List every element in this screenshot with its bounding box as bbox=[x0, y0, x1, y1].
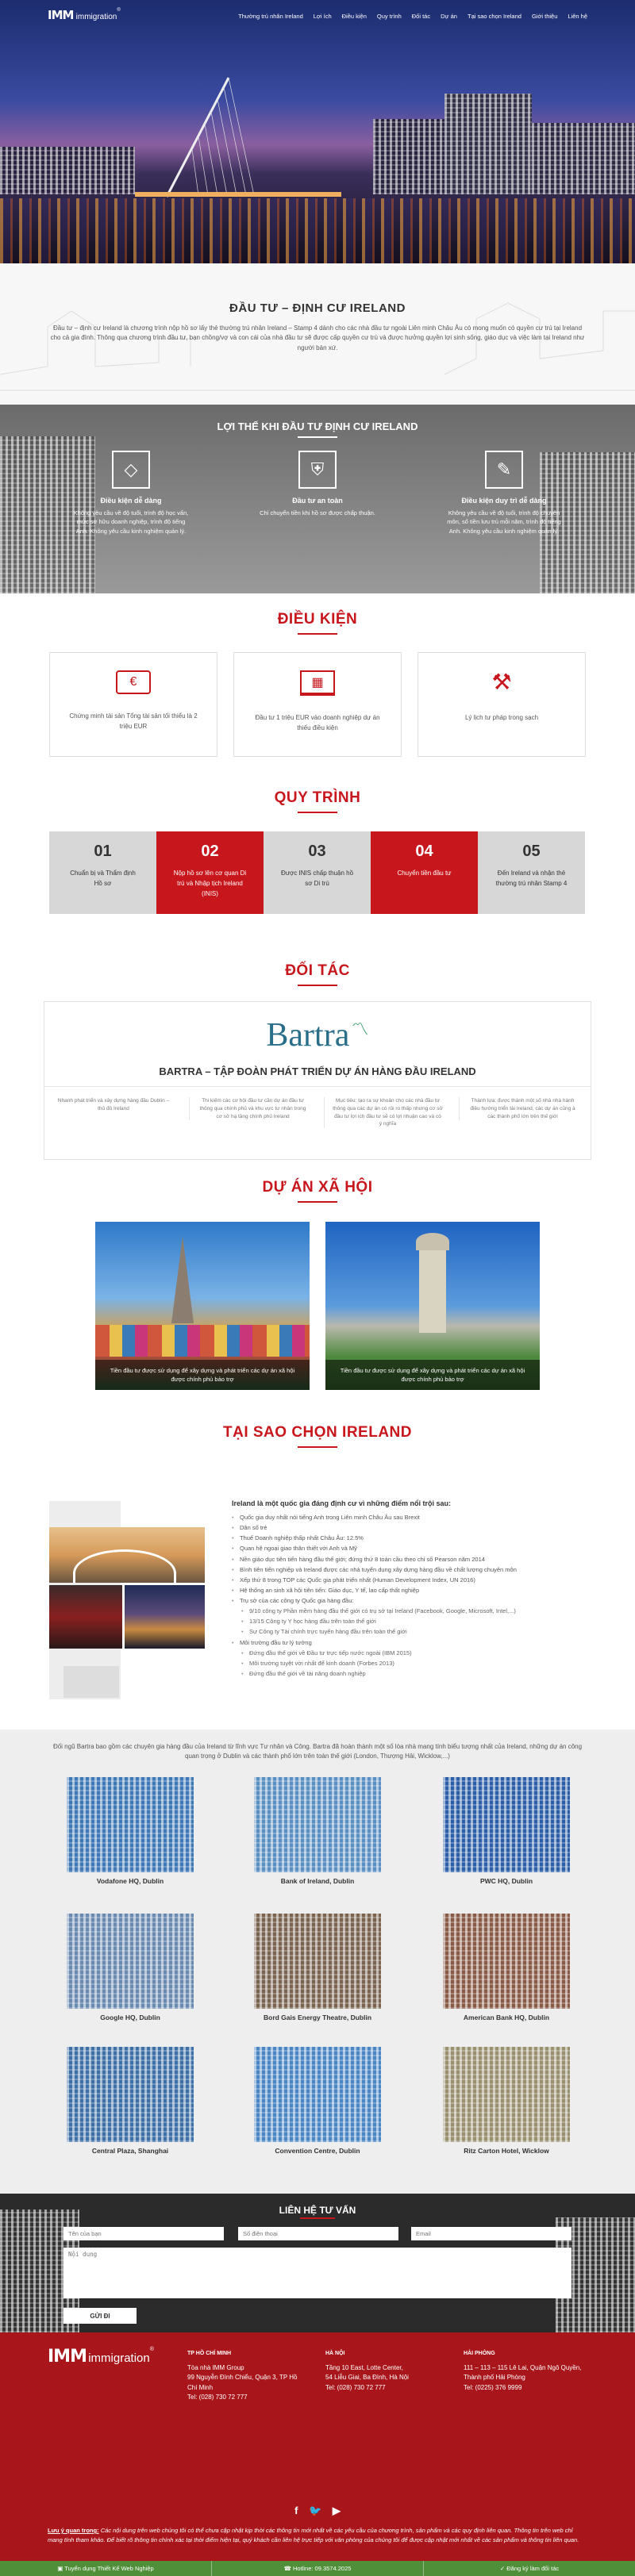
why-sub-bullet: • Đứng đầu thế giới về Đầu tư trực tiếp nước ngoài (IBM 2015) bbox=[232, 1648, 589, 1658]
project-image-campus bbox=[325, 1222, 540, 1390]
office-line: Thành phố Hải Phòng bbox=[464, 2374, 525, 2382]
office-card bbox=[443, 1777, 632, 1896]
office-caption: Ritz Carton Hotel, Wicklow bbox=[464, 2147, 549, 2155]
office-line: 54 Liễu Giai, Ba Đình, Hà Nội bbox=[325, 2374, 409, 2382]
office-card bbox=[254, 1777, 443, 1896]
hero-building bbox=[0, 147, 135, 194]
bar-item[interactable] bbox=[424, 2561, 635, 2576]
step-text: Được INIS chấp thuận hồ sơ Di trú bbox=[280, 870, 354, 887]
partner-name: BARTRA – TẬP ĐOÀN PHÁT TRIỂN DỰ ÁN HÀNG ĐẦU IRELAND bbox=[159, 1065, 476, 1077]
portfolio-intro: Đối ngũ Bartra bao gồm các chuyên gia hàng đầu của Ireland từ lĩnh vực Tư nhân và Công. Bartra đã hoàn thành một số lòa nhà mang tính biểu tượng nhất của Ireland, những dự án công quan trọng ở Dublin và các thành phố lớn trên toàn thế giới (London, Thượng Hải, Wicklow,...) bbox=[52, 1743, 583, 1760]
logo-trademark: ® bbox=[117, 8, 121, 13]
dublin-bridge-image bbox=[49, 1527, 205, 1583]
process-step bbox=[371, 831, 478, 914]
office-hcm bbox=[187, 2350, 306, 2402]
dublin-river-image bbox=[125, 1585, 205, 1649]
handshake-icon: ✓ bbox=[499, 2565, 507, 2572]
office-line: Tel: (0225) 376 9999 bbox=[464, 2383, 522, 2391]
benefit-item bbox=[258, 451, 377, 517]
why-bullet: • Trụ sở của các công ty Quốc gia hàng đầu: bbox=[232, 1595, 589, 1606]
nav-item[interactable]: Dự án bbox=[441, 13, 457, 20]
step-number: 02 bbox=[201, 843, 219, 860]
submit-button[interactable]: GỬI ĐI bbox=[64, 2308, 137, 2324]
office-caption: Convention Centre, Dublin bbox=[275, 2147, 360, 2155]
office-image bbox=[67, 1914, 194, 2009]
footer-note bbox=[48, 2526, 587, 2544]
title-underline bbox=[298, 812, 337, 813]
partner-column: Thành lựa: được thành một số nhà nhà hành điều hướng triển tài Ireland, các dự án cũng à các thành phố lớn trên thế giới bbox=[459, 1097, 578, 1120]
why-sub-bullet: • Đứng đầu thế giới về tài năng doanh nghiệp bbox=[232, 1668, 589, 1679]
step-text: Chuẩn bị và Thẩm định Hồ sơ bbox=[70, 870, 136, 887]
main-nav bbox=[228, 13, 587, 20]
footer-logo-word: immigration bbox=[88, 2351, 150, 2365]
office-image bbox=[254, 2047, 381, 2142]
office-image bbox=[443, 1777, 570, 1872]
gavel-icon: ⚒ bbox=[491, 670, 512, 694]
nav-item[interactable]: Quy trình bbox=[376, 13, 402, 20]
bar-label: Hotline: 09.3574.2025 bbox=[293, 2565, 352, 2572]
divider bbox=[44, 1086, 591, 1087]
bartra-logo-text: Bartra bbox=[266, 1017, 350, 1054]
hero-building bbox=[532, 123, 635, 194]
benefits-title: LỢI THẾ KHI ĐẦU TƯ ĐỊNH CƯ IRELAND bbox=[217, 420, 418, 432]
facebook-icon[interactable]: f bbox=[294, 2505, 298, 2516]
why-bullet: • Xếp thứ 8 trong TOP các Quốc gia phát triển nhất (Human Development Index, UN 2016) bbox=[232, 1575, 589, 1585]
office-image bbox=[443, 1914, 570, 2009]
bar-item[interactable] bbox=[212, 2561, 424, 2576]
footer-logo[interactable] bbox=[48, 2347, 154, 2367]
office-caption: Vodafone HQ, Dublin bbox=[96, 1877, 164, 1885]
office-card bbox=[443, 2047, 632, 2166]
condition-text: Lý lịch tư pháp trong sạch bbox=[464, 714, 539, 721]
title-underline bbox=[298, 436, 337, 438]
step-number: 01 bbox=[94, 843, 112, 860]
office-caption: American Bank HQ, Dublin bbox=[463, 2014, 550, 2021]
harp-bridge bbox=[135, 56, 341, 206]
bar-label: Đăng ký làm đối tác bbox=[506, 2565, 560, 2572]
partner-title bbox=[0, 962, 635, 986]
building-icon: ▦ bbox=[300, 670, 335, 696]
benefits-section bbox=[0, 405, 635, 593]
why-sub-bullet: • Môi trường tuyệt vời nhất để kinh doanh (Forbes 2013) bbox=[232, 1658, 589, 1668]
social-links bbox=[0, 2505, 635, 2517]
condition-card bbox=[233, 652, 402, 757]
why-list bbox=[232, 1512, 589, 1679]
hero-skyline bbox=[373, 119, 444, 194]
benefit-text: Chỉ chuyển tiền khi hồ sơ được chấp thuận. bbox=[260, 509, 375, 516]
office-image bbox=[254, 1777, 381, 1872]
nav-item[interactable]: Đối tác bbox=[411, 13, 431, 20]
river-reflection bbox=[0, 198, 635, 263]
step-text: Đến Ireland và nhận thẻ thường trú nhân Stamp 4 bbox=[495, 870, 568, 887]
footer-logo-mark: IMM bbox=[48, 2347, 87, 2367]
why-bullet: • Môi trường đầu tư lý tưởng bbox=[232, 1637, 589, 1648]
campanile-dome bbox=[416, 1233, 449, 1250]
office-card bbox=[67, 1777, 256, 1896]
email-input[interactable] bbox=[411, 2227, 572, 2240]
money-icon: € bbox=[116, 670, 151, 694]
partner-box bbox=[44, 1001, 591, 1160]
benefit-item bbox=[444, 451, 564, 536]
office-image bbox=[67, 2047, 194, 2142]
office-line: Tel: (028) 730 72 777 bbox=[325, 2383, 386, 2391]
office-line: Tòa nhà IMM Group bbox=[187, 2363, 244, 2371]
benefit-title: Điều kiện dễ dàng bbox=[100, 497, 162, 505]
condition-text: Chứng minh tài sản Tổng tài sản tối thiểu là 2 triệu EUR bbox=[69, 712, 198, 730]
office-city: TP HỒ CHÍ MINH bbox=[187, 2351, 232, 2356]
office-caption: Bord Gais Energy Theatre, Dublin bbox=[263, 2014, 372, 2021]
why-title bbox=[0, 1424, 635, 1448]
why-bullet: • Hệ thống an sinh xã hội tiên tiến: Giáo dục, Y tế, lao cấp thất nghiệp bbox=[232, 1585, 589, 1595]
bar-label: Tuyển dụng Thiết Kế Web Nghiệp bbox=[64, 2565, 154, 2572]
why-sub-bullet: • 13/15 Công ty Y học hàng đầu trên toàn thế giới bbox=[232, 1616, 589, 1626]
hero bbox=[0, 0, 635, 263]
step-number: 04 bbox=[415, 843, 433, 860]
why-content bbox=[232, 1499, 589, 1679]
partner-column: Mục tiêu: tạo ra sự khoản cho các nhà đầu tư thông qua các dự án có rủi ro thấp nhưng cơ sở đầu tư lợi ích đầu tư sẽ có lợi nhuận cao và có ý nghĩa bbox=[324, 1097, 443, 1128]
why-sub-bullet: • 9/10 công ty Phần mềm hàng đầu thế giới có trụ sở tại Ireland (Facebook, Google, Microsoft, Intel,...) bbox=[232, 1606, 589, 1616]
project-caption: Tiền đầu tư được sử dụng để xây dựng và phát triển các dự án xã hội được chính phủ bảo trợ bbox=[325, 1360, 540, 1391]
office-line: Tầng 10 East, Lotte Center, bbox=[325, 2363, 403, 2371]
nav-item[interactable]: Thường trú nhân Ireland bbox=[238, 13, 303, 20]
title-underline bbox=[298, 1201, 337, 1203]
office-card bbox=[443, 1914, 632, 2033]
nav-item[interactable]: Điều kiện bbox=[341, 13, 367, 20]
conditions-title-text: ĐIỀU KIỆN bbox=[277, 611, 358, 628]
condition-card bbox=[49, 652, 217, 757]
note-label: Lưu ý quan trọng: bbox=[48, 2527, 99, 2534]
why-bullet: • Dân số trẻ bbox=[232, 1522, 589, 1533]
intro-title: ĐẦU TƯ – ĐỊNH CƯ IRELAND bbox=[229, 301, 406, 315]
office-image bbox=[443, 2047, 570, 2142]
why-lead: Ireland là một quốc gia đáng định cư vì những điểm nổi trội sau: bbox=[232, 1499, 452, 1507]
why-sub-bullet: • Sự Công ty Tài chính trực tuyến hàng đầu trên toàn thế giới bbox=[232, 1626, 589, 1637]
message-textarea[interactable] bbox=[64, 2248, 572, 2298]
nav-item[interactable]: Liên hệ bbox=[568, 13, 587, 20]
office-caption: PWC HQ, Dublin bbox=[479, 1877, 533, 1885]
bird-icon: 〽 bbox=[351, 1019, 369, 1039]
bridge-arc bbox=[73, 1549, 176, 1583]
office-card bbox=[67, 1914, 256, 2033]
logo-word: immigration bbox=[75, 13, 117, 21]
nav-item[interactable]: Giới thiệu bbox=[531, 13, 558, 20]
office-card bbox=[254, 2047, 443, 2166]
process-step bbox=[264, 831, 371, 914]
project-caption: Tiền đầu tư được sử dụng để xây dựng và phát triển các dự án xã hội được chính phủ bảo trợ bbox=[95, 1360, 310, 1391]
conditions-title bbox=[0, 611, 635, 635]
office-haiphong bbox=[464, 2350, 591, 2393]
campanile bbox=[419, 1246, 446, 1333]
step-text: Nộp hồ sơ lên cơ quan Di trú và Nhập tịch Ireland (INIS) bbox=[173, 870, 247, 897]
process-step bbox=[49, 831, 156, 914]
briefcase-icon: ▣ bbox=[57, 2565, 65, 2572]
title-underline bbox=[298, 633, 337, 635]
office-card bbox=[67, 2047, 256, 2166]
benefit-title: Đầu tư an toàn bbox=[292, 497, 343, 505]
bartra-logo[interactable] bbox=[44, 1016, 591, 1054]
header bbox=[48, 6, 587, 24]
note-text: Các nội dung trên web chúng tôi có thể chưa cập nhật kịp thời các thông tin mới nhất về các yêu cầu của chương trình, sản phẩm và các quy định liên quan. Thông tin trên web chỉ mang tính tham khảo. Để biết rõ thông tin chính xác tại thời điểm hiện tại, quý khách cần liên hệ trực tiếp với văn phòng của chúng tôi để được cập nhật mới nhất về các sản phẩm và thông tin liên quan. bbox=[48, 2527, 579, 2543]
step-number: 03 bbox=[308, 843, 326, 860]
why-bullet: • Quan hệ ngoại giao thân thiết với Anh và Mỹ bbox=[232, 1543, 589, 1553]
projects-title-text: DỰ ÁN XÃ HỘI bbox=[262, 1179, 373, 1196]
step-text: Chuyển tiền đầu tư bbox=[397, 870, 452, 877]
title-underline bbox=[298, 985, 337, 986]
condition-card bbox=[418, 652, 586, 757]
logo-mark: IMM bbox=[48, 8, 74, 22]
benefit-title: Điều kiện duy trì dễ dàng bbox=[461, 497, 547, 505]
partner-column: Thi kiếm các cơ hội đầu tư cần dự án đầu tư thông qua chính phủ và khu vực tư nhân trong cơ sở hạ tầng chính phủ Ireland bbox=[189, 1097, 308, 1120]
houses bbox=[95, 1325, 310, 1357]
office-city: HÀ NỘI bbox=[325, 2351, 345, 2356]
condition-text: Đầu tư 1 triệu EUR vào doanh nghiệp dự án thiếu điều kiện bbox=[255, 714, 380, 731]
contact-section bbox=[0, 2194, 635, 2332]
hero-building bbox=[444, 94, 532, 194]
footer bbox=[0, 2332, 635, 2576]
process-step bbox=[156, 831, 264, 914]
phone-input[interactable] bbox=[238, 2227, 398, 2240]
office-hanoi bbox=[325, 2350, 444, 2393]
footer-logo-trademark: ® bbox=[149, 2347, 154, 2352]
project-image-cathedral bbox=[95, 1222, 310, 1390]
collage-tile bbox=[64, 1666, 119, 1698]
projects-title bbox=[0, 1179, 635, 1203]
office-image bbox=[67, 1777, 194, 1872]
intro-section bbox=[0, 263, 635, 405]
partner-column: Nhanh phát triển và xây dựng hàng đầu Dublin – thủ đô Ireland bbox=[57, 1098, 170, 1111]
office-card bbox=[254, 1914, 443, 2033]
shield-icon: ⛨ bbox=[298, 451, 337, 489]
partner-title-text: ĐỐI TÁC bbox=[285, 962, 350, 979]
process-title-text: QUY TRÌNH bbox=[274, 789, 361, 806]
youtube-icon[interactable]: ▶ bbox=[332, 2505, 341, 2516]
why-bullet: • Quốc gia duy nhất nói tiếng Anh trong Liên minh Châu Âu sau Brexit bbox=[232, 1512, 589, 1522]
title-underline bbox=[300, 2217, 335, 2219]
twitter-icon[interactable]: 🐦 bbox=[309, 2505, 322, 2516]
why-title-text: TẠI SAO CHỌN IRELAND bbox=[223, 1424, 412, 1441]
diamond-icon: ◇ bbox=[112, 451, 150, 489]
benefit-item bbox=[71, 451, 190, 536]
why-bullet: • Nền giáo dục tiên tiến hàng đầu thế giới; đứng thứ 8 toàn cầu theo chỉ số Pearson năm 2014 bbox=[232, 1554, 589, 1564]
office-caption: Central Plaza, Shanghai bbox=[91, 2147, 169, 2155]
intro-text: Đầu tư – định cư Ireland là chương trình nộp hồ sơ lấy thẻ thường trú nhân Ireland – Stamp 4 dành cho các nhà đầu tư ngoài Liên minh Châu Âu có mong muốn có quyền cư trú tại Ireland cho cả gia đình. Thông qua chương trình đầu tư, bạn chồng/vợ và con cái của nhà đầu tư sẽ được cấp quyền cư trú và được hưởng quyền lợi sinh sống, giáo dục và việc làm tại Ireland như người bản xứ. bbox=[50, 324, 585, 351]
title-underline bbox=[298, 1446, 337, 1448]
bar-item[interactable] bbox=[0, 2561, 212, 2576]
logo[interactable] bbox=[48, 8, 121, 22]
benefit-text: Không yêu cầu về độ tuổi, trình độ chuyên môn, số tiền lưu trú mỗi năm, trình độ tiếng Anh. Không yêu cầu kinh nghiệm quản lý. bbox=[447, 509, 561, 535]
bottom-bar bbox=[0, 2561, 635, 2576]
why-bullet: • Bình tiên tiến nghiệp và Ireland được các nhà tuyển dụng xây dựng hàng đầu về chất lượng chuyên môn bbox=[232, 1564, 589, 1575]
document-icon: ✎ bbox=[485, 451, 523, 489]
office-caption: Bank of Ireland, Dublin bbox=[280, 1877, 355, 1885]
process-title bbox=[0, 789, 635, 813]
contact-title: LIÊN HỆ TƯ VẤN bbox=[279, 2205, 356, 2216]
phone-icon: ☎ bbox=[283, 2565, 294, 2572]
office-line: 99 Nguyễn Đình Chiểu, Quận 3, TP Hồ Chí Minh bbox=[187, 2374, 298, 2391]
name-input[interactable] bbox=[64, 2227, 224, 2240]
nav-item[interactable]: Tại sao chọn Ireland bbox=[467, 13, 521, 20]
benefit-text: Không yêu cầu về độ tuổi, trình độ học vấn, mức sở hữu doanh nghiệp, trình độ tiếng Anh. Không yêu cầu kinh nghiệm quản lý. bbox=[73, 509, 189, 535]
cathedral-spire bbox=[171, 1236, 194, 1323]
step-number: 05 bbox=[522, 843, 541, 860]
why-bullet: • Thuế Doanh nghiệp thấp nhất Châu Âu: 12.5% bbox=[232, 1533, 589, 1543]
office-image bbox=[254, 1914, 381, 2009]
office-city: HẢI PHÒNG bbox=[464, 2351, 495, 2356]
office-caption: Google HQ, Dublin bbox=[100, 2014, 160, 2021]
dublin-street-image bbox=[49, 1585, 122, 1649]
office-line: 111 – 113 – 115 Lê Lai, Quận Ngô Quyền, bbox=[464, 2363, 582, 2371]
portfolio-section bbox=[0, 1729, 635, 2194]
nav-item[interactable]: Lợi ích bbox=[313, 13, 332, 20]
office-line: Tel: (028) 730 72 777 bbox=[187, 2394, 248, 2401]
process-step bbox=[478, 831, 585, 914]
